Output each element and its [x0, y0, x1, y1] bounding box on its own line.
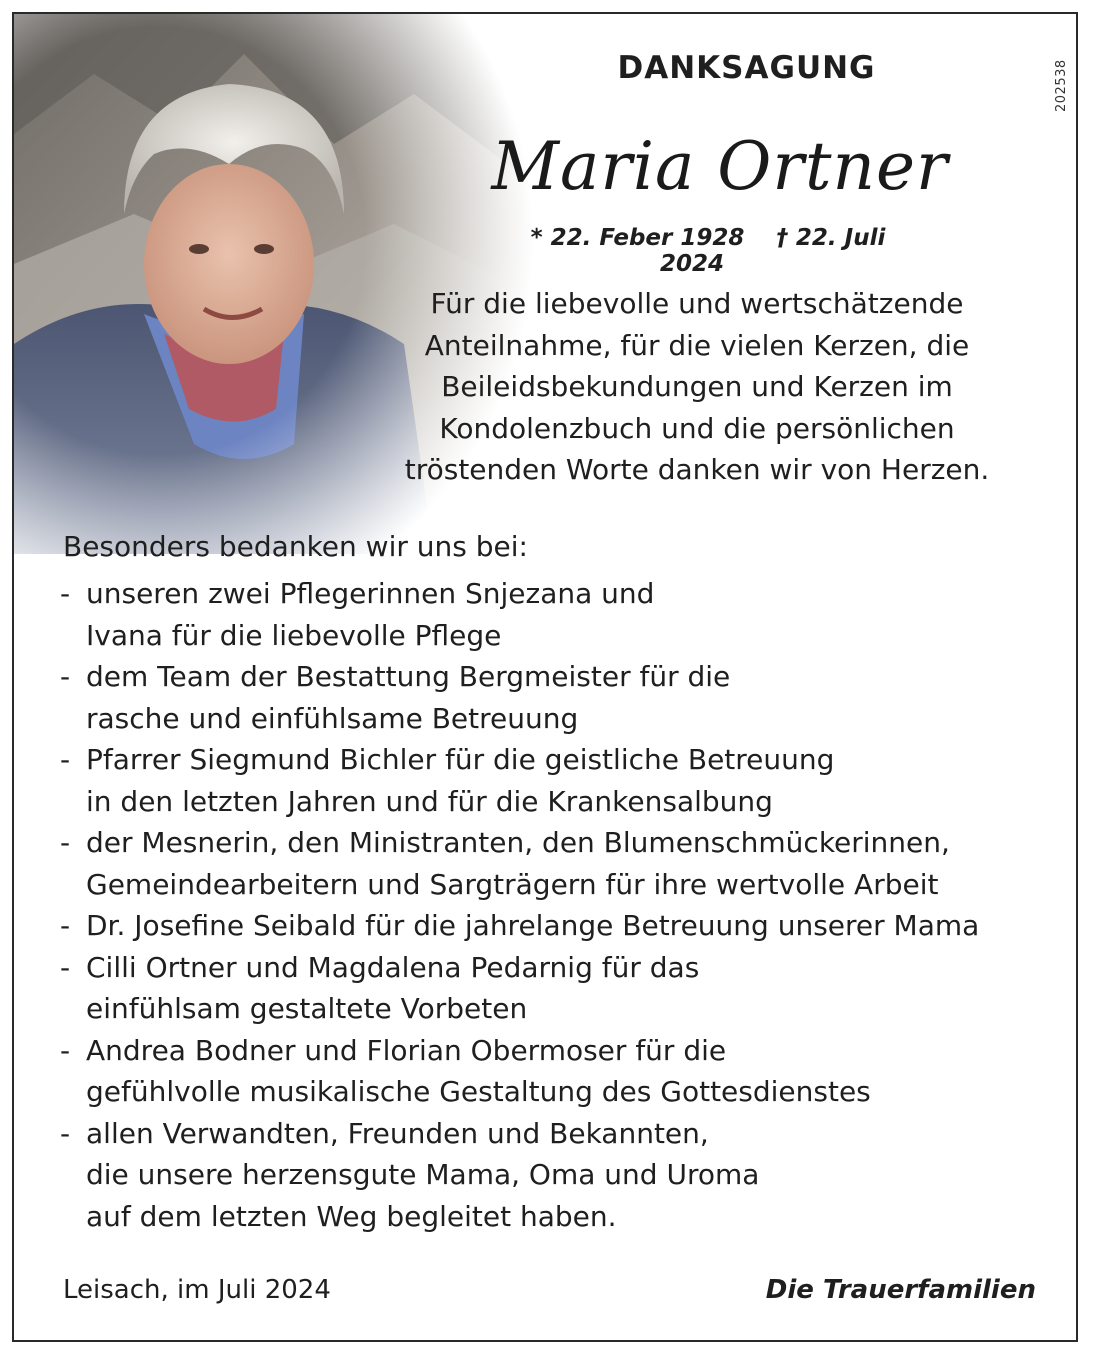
- death-date: † 22. Juli 2024: [659, 225, 886, 277]
- list-dash: -: [60, 1033, 71, 1067]
- list-dash: -: [60, 909, 71, 942]
- list-item-line: in den letzten Jahren und für die Krankensalbung: [86, 784, 773, 818]
- intro-text: [372, 283, 1022, 491]
- list-item-line: Cilli Ortner und Magdalena Pedarnig für das: [86, 950, 700, 984]
- birth-date: * 22. Feber 1928: [530, 225, 745, 251]
- list-dash: -: [60, 1116, 71, 1150]
- list-item-line: unseren zwei Pflegerinnen Snjezana und: [86, 577, 655, 610]
- list-dash: -: [60, 660, 71, 693]
- list-item: [60, 739, 1070, 822]
- list-item: [60, 1113, 1070, 1238]
- list-dash: -: [60, 577, 71, 610]
- list-item-line: allen Verwandten, Freunden und Bekannten,: [86, 1116, 709, 1150]
- list-item: [60, 573, 1070, 656]
- list-item: [60, 905, 1070, 947]
- list-item: [60, 1030, 1070, 1113]
- deceased-name: Maria Ortner: [491, 128, 949, 205]
- list-dash: -: [60, 743, 71, 776]
- intro-line: tröstenden Worte danken wir von Herzen.: [404, 453, 990, 486]
- ad-code: 202538: [1054, 59, 1069, 112]
- heading: DANKSAGUNG: [617, 50, 876, 86]
- list-item-line: auf dem letzten Weg begleitet haben.: [86, 1199, 617, 1233]
- list-dash: -: [60, 826, 71, 859]
- list-item: [60, 947, 1070, 1030]
- list-item: [60, 822, 1070, 905]
- list-dash: -: [60, 950, 71, 984]
- thanks-list: [60, 573, 1070, 1237]
- thanks-lead: Besonders bedanken wir uns bei:: [63, 530, 528, 563]
- place-date: Leisach, im Juli 2024: [63, 1275, 331, 1305]
- intro-line: Anteilnahme, für die vielen Kerzen, die: [424, 328, 970, 362]
- list-item: [60, 656, 1070, 739]
- list-item-line: einfühlsam gestaltete Vorbeten: [86, 992, 528, 1025]
- life-dates: [480, 225, 920, 277]
- list-item-line: Andrea Bodner und Florian Obermoser für die: [86, 1033, 727, 1067]
- list-item-line: dem Team der Bestattung Bergmeister für die: [86, 660, 731, 693]
- list-item-line: Ivana für die liebevolle Pflege: [86, 618, 502, 652]
- list-item-line: gefühlvolle musikalische Gestaltung des Gottesdienstes: [86, 1075, 871, 1108]
- list-item-line: rasche und einfühlsame Betreuung: [86, 701, 579, 735]
- intro-line: Beileidsbekundungen und Kerzen im: [441, 370, 953, 403]
- list-item-line: der Mesnerin, den Ministranten, den Blumenschmückerinnen,: [86, 826, 950, 859]
- intro-line: Für die liebevolle und wertschätzende: [430, 287, 964, 320]
- list-item-line: die unsere herzensgute Mama, Oma und Uroma: [86, 1158, 760, 1191]
- list-item-line: Dr. Josefine Seibald für die jahrelange Betreuung unserer Mama: [86, 909, 980, 942]
- intro-line: Kondolenzbuch und die persönlichen: [439, 411, 955, 445]
- list-item-line: Gemeindearbeitern und Sargträgern für ihre wertvolle Arbeit: [86, 867, 939, 901]
- list-item-line: Pfarrer Siegmund Bichler für die geistliche Betreuung: [86, 743, 835, 776]
- signature: Die Trauerfamilien: [765, 1275, 1036, 1305]
